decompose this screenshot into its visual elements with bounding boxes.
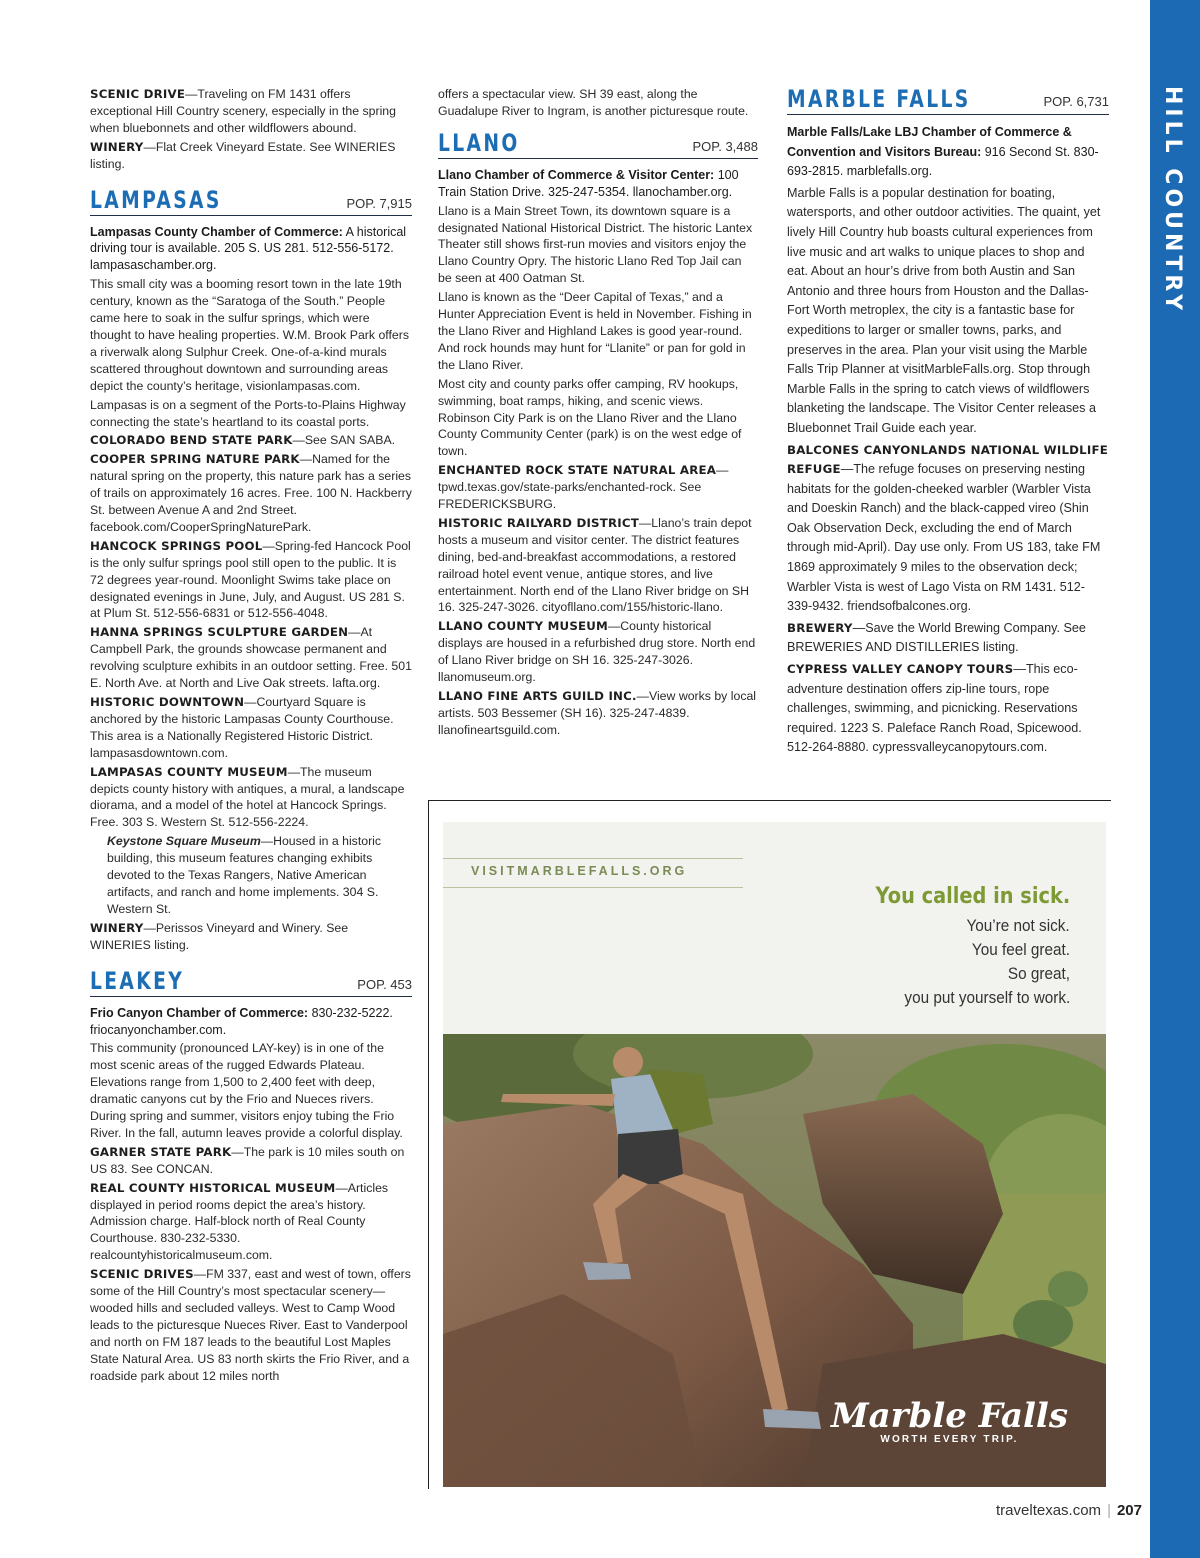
- sub-entry: [90, 833, 412, 918]
- population: POP. 6,731: [1043, 94, 1109, 110]
- entry-lead: HANNA SPRINGS SCULPTURE GARDEN: [90, 625, 349, 640]
- population: POP. 3,488: [692, 138, 758, 154]
- marble-falls-logo: [831, 1398, 1068, 1445]
- logo-tagline: WORTH EVERY TRIP.: [880, 1434, 1019, 1445]
- entry-lead: HISTORIC RAILYARD DISTRICT: [438, 515, 639, 530]
- sub-entry-lead: Keystone Square Museum: [107, 834, 261, 849]
- entry: [787, 441, 1109, 617]
- entry: [787, 660, 1109, 758]
- entry: [90, 624, 412, 692]
- entry: [787, 619, 1109, 658]
- entry-lead: COLORADO BEND STATE PARK: [90, 433, 293, 448]
- entry-lead: BALCONES CANYONLANDS NATIONAL WILDLIFE REFUGE: [787, 442, 1108, 477]
- entry: [90, 1144, 412, 1178]
- entry-text: —Courtyard Square is anchored by the historic Lampasas County Courthouse. This area is a Nationally Registered Historic District. lampasasdowntown.com.: [90, 695, 394, 760]
- entry-lead: CYPRESS VALLEY CANOPY TOURS: [787, 662, 1014, 677]
- column-2: [438, 86, 758, 741]
- entry: [438, 462, 758, 513]
- chamber-info: [438, 167, 758, 201]
- entry-scenic-drive: [90, 86, 412, 137]
- paragraph: This small city was a booming resort town in the late 19th century, known as the “Saratoga of the South.” People came here to soak in the sulfur springs, which were thought to have healing properties. W.M. Brook Park offers a riverwalk along Sulphur Creek. One-of-a-kind murals scattered throughout downtown and surrounding areas depict the county’s heritage, visionlampasas.com.: [90, 277, 409, 393]
- entry: [90, 451, 412, 536]
- chamber-name: Frio Canyon Chamber of Commerce:: [90, 1005, 309, 1020]
- section-heading-leakey: [90, 968, 412, 997]
- entry-text: —County historical displays are housed in a refurbished drug store. North end of Llano River bridge on SH 16. 325-247-3026. llanomuseum.org.: [438, 619, 756, 685]
- entry: [90, 1266, 412, 1384]
- entry-lead: GARNER STATE PARK: [90, 1144, 232, 1159]
- entry-text: —Spring-fed Hancock Pool is the only sulfur springs pool still open to the public. It is 72 degrees year-round. Moonlight Swims take place on designated evenings in June, July, and August. US 281 S. at Plum St. 512-556-6831 or 512-556-4048.: [90, 538, 411, 621]
- paragraph: This community (pronounced LAY-key) is in one of the most scenic areas of the rugged Edwards Plateau. Elevations range from 1,500 to 2,400 feet with deep, dramatic canyons cut by the Frio and Nueces rivers. During spring and summer, visitors enjoy tubing the Frio River. In the fall, autumn leaves provide a colorful display.: [90, 1041, 403, 1140]
- entry-text: —Save the World Brewing Company. See BREWERIES AND DISTILLERIES listing.: [787, 620, 1086, 655]
- entry-text: —The refuge focuses on preserving nesting habitats for the golden-cheeked warbler (Warbler Vista and Doeskin Ranch) and the black-capped vireo (Shin Oak Observation Deck, excluding the end of March through mid-April). Day use only. From US 183, take FM 1869 approximately 9 miles to the observation deck; Warbler Vista is west of Lago Vista on RM 1431. 512-339-9432. friendsofbalcones.org.: [787, 462, 1101, 614]
- ad-copy-line: You’re not sick.: [966, 916, 1070, 935]
- chamber-info: [90, 224, 412, 275]
- paragraph: Most city and county parks offer camping, RV hookups, swimming, boat ramps, hiking, and scenic views. Robinson City Park is on the Llano River and the Llano County Community Center (park) is on the west edge of town.: [438, 376, 742, 459]
- entry-lead: ENCHANTED ROCK STATE NATURAL AREA: [438, 463, 717, 478]
- entry-lead: LAMPASAS COUNTY MUSEUM: [90, 764, 288, 779]
- entry-text: —Perissos Vineyard and Winery. See WINERIES listing.: [90, 920, 349, 952]
- page-number: 207: [1116, 1502, 1142, 1519]
- population: POP. 453: [357, 976, 412, 992]
- chamber-name: Lampasas County Chamber of Commerce:: [90, 224, 343, 239]
- entry-lead: SCENIC DRIVE: [90, 87, 186, 101]
- entry-text: —Llano’s train depot hosts a museum and visitor center. The district features dining, bed-and-breakfast accommodations, a restored railroad hotel event venue, antique stores, and live entertainment. North end of the Llano River bridge on SH 16. 325-247-3026. cityofllano.com/155/historic-llano.: [438, 515, 752, 615]
- ad-copy-line: You feel great.: [971, 940, 1070, 959]
- section-side-tab-label: HILL COUNTRY: [1160, 86, 1185, 315]
- paragraph: Llano is a Main Street Town, its downtown square is a designated National Historical District. The historic Lantex Theater still shows first-run movies and visitors enjoy the Llano Country Opry. The historic Llano Red Top Jail can be seen at 400 Oatman St.: [438, 203, 753, 286]
- page-footer: [996, 1502, 1142, 1519]
- chamber-details: 916 Second St. 830-693-2815. marblefalls.org.: [787, 144, 1099, 179]
- ad-copy-line: So great,: [1007, 964, 1070, 983]
- entry-winery: [90, 139, 412, 173]
- entry-text: —The museum depicts county history with antiques, a mural, a landscape diorama, and a model of the hotel at Hancock Springs. Free. 303 S. Western St. 512-556-2224.: [90, 764, 405, 830]
- section-title: MARBLE FALLS: [787, 85, 971, 113]
- entry-lead: WINERY: [90, 139, 144, 154]
- chamber-details: A historical driving tour is available. 205 S. US 281. 512-556-5172. lampasaschamber.org.: [90, 224, 407, 273]
- entry: [90, 432, 412, 449]
- entry-text: —Articles displayed in period rooms depict the area’s history. Admission charge. Half-block north of Real County Courthouse. 830-232-5330. realcountyhistoricalmuseum.com.: [90, 1180, 389, 1263]
- entry: [90, 1180, 412, 1265]
- entry-lead: COOPER SPRING NATURE PARK: [90, 452, 300, 467]
- paragraph: Marble Falls is a popular destination for boating, watersports, and other outdoor activities. The quaint, yet lively Hill Country hub boasts cultural experiences from live music and art walks to unique places to shop and eat. About an hour’s drive from both Austin and San Antonio and three hours from Houston and the Dallas-Fort Worth metroplex, the city is a fantastic base for expeditions to larger or smaller towns, parks, and preserves in the area. Plan your visit using the Marble Falls Trip Planner at visitMarbleFalls.org. Stop through Marble Falls in the spring to catch views of wildflowers blanketing the landscape. The Visitor Center releases a Bluebonnet Trail Guide each year.: [787, 185, 1101, 435]
- entry-text: —At Campbell Park, the grounds showcase permanent and revolving sculpture exhibits in an outdoor setting. Free. 501 E. North Ave. at North and Live Oak streets. lafta.org.: [90, 625, 412, 691]
- ad-copy-line: you put yourself to work.: [904, 988, 1070, 1007]
- entry-text: —tpwd.texas.gov/state-parks/enchanted-rock. See FREDERICKSBURG.: [438, 463, 729, 512]
- section-title: LEAKEY: [90, 966, 185, 995]
- entry-text: —The park is 10 miles south on US 83. See CONCAN.: [90, 1144, 405, 1176]
- column-3: [787, 86, 1109, 760]
- entry-text: —View works by local artists. 503 Bessemer (SH 16). 325-247-4839. llanofineartsguild.com.: [438, 689, 757, 737]
- paragraph: Llano is known as the “Deer Capital of Texas,” and a Hunter Appreciation Event is held in November. Fishing in the Llano River and Highland Lakes is good year-round. And rock hounds may hunt for “Llanite” or pan for gold in the Llano River.: [438, 290, 752, 372]
- entry: [90, 538, 412, 623]
- section-heading-llano: [438, 130, 758, 159]
- entry-text: —This eco-adventure destination offers zip-line tours, rope challenges, swimming, and picnicking. Reservations required. 1223 S. Paleface Ranch Road, Spicewood. 512-264-8880. cypressvalleycanopytours.com.: [787, 662, 1082, 755]
- column-1: [90, 86, 412, 1387]
- entry-lead: HANCOCK SPRINGS POOL: [90, 538, 263, 553]
- entry: [438, 688, 758, 739]
- sub-entry-text: —Housed in a historic building, this museum features changing exhibits devoted to the Texas Rangers, Native American artifacts, and ranch and home implements. 304 S. Western St.: [107, 834, 382, 916]
- section-heading-marble-falls: [787, 86, 1109, 115]
- section-title: LLANO: [438, 128, 520, 157]
- section-heading-lampasas: [90, 187, 412, 216]
- entry: [90, 694, 412, 762]
- entry-lead: LLANO COUNTY MUSEUM: [438, 619, 608, 634]
- logo-name: Marble Falls: [830, 1396, 1068, 1436]
- entry-lead: HISTORIC DOWNTOWN: [90, 695, 245, 709]
- entry-text: —FM 337, east and west of town, offers some of the Hill Country’s most spectacular scenery—wooded hills and secluded valleys. West to Camp Wood leads to the picturesque Nueces River. East to Vanderpool and north on FM 187 leads to the beautiful Lost Maples State Natural Area. US 83 north skirts the Frio River, and a roadside park about 12 miles north: [90, 1267, 411, 1383]
- entry-lead: WINERY: [90, 920, 144, 935]
- ad-url[interactable]: VISITMARBLEFALLS.ORG: [471, 864, 688, 878]
- footer-separator: |: [1107, 1502, 1111, 1519]
- entry-text: —Flat Creek Vineyard Estate. See WINERIES listing.: [90, 139, 396, 171]
- chamber-info: [787, 123, 1109, 182]
- entry-text: —See SAN SABA.: [292, 433, 396, 448]
- entry-lead: LLANO FINE ARTS GUILD INC.: [438, 689, 637, 703]
- entry-lead: SCENIC DRIVES: [90, 1267, 194, 1282]
- chamber-details: 100 Train Station Drive. 325-247-5354. llanochamber.org.: [438, 167, 739, 199]
- section-side-tab: [1150, 0, 1200, 1558]
- entry-text: —Named for the natural spring on the property, this nature park has a series of trails on approximately 16 acres. Free. 100 N. Hackberry St. between Avenue A and 2nd Street. facebook.com/CooperSpringNaturePark.: [90, 452, 412, 534]
- chamber-name: Marble Falls/Lake LBJ Chamber of Commerce & Convention and Visitors Bureau:: [787, 125, 1072, 159]
- paragraph-continued: offers a spectacular view. SH 39 east, along the Guadalupe River to Ingram, is another picturesque route.: [438, 87, 749, 118]
- marble-falls-ad[interactable]: [443, 822, 1106, 1487]
- entry-lead: REAL COUNTY HISTORICAL MUSEUM: [90, 1180, 336, 1195]
- ad-headline: You called in sick.: [875, 884, 1070, 909]
- footer-site[interactable]: traveltexas.com: [996, 1502, 1102, 1519]
- entry-text: —Traveling on FM 1431 offers exceptional Hill Country scenery, especially in the spring when bluebonnets and other wildflowers abound.: [90, 87, 396, 135]
- entry-lead: BREWERY: [787, 620, 853, 635]
- paragraph: Lampasas is on a segment of the Ports-to-Plains Highway connecting the state’s heartland to its coastal ports.: [90, 397, 406, 429]
- chamber-info: [90, 1005, 412, 1039]
- ad-url-bar: [443, 858, 743, 888]
- chamber-name: Llano Chamber of Commerce & Visitor Center:: [438, 167, 715, 182]
- entry: [90, 920, 412, 954]
- entry: [90, 764, 412, 832]
- chamber-details: 830-232-5222. friocanyonchamber.com.: [90, 1005, 393, 1037]
- entry: [438, 618, 758, 686]
- entry: [438, 515, 758, 616]
- section-title: LAMPASAS: [90, 185, 222, 214]
- population: POP. 7,915: [346, 195, 412, 211]
